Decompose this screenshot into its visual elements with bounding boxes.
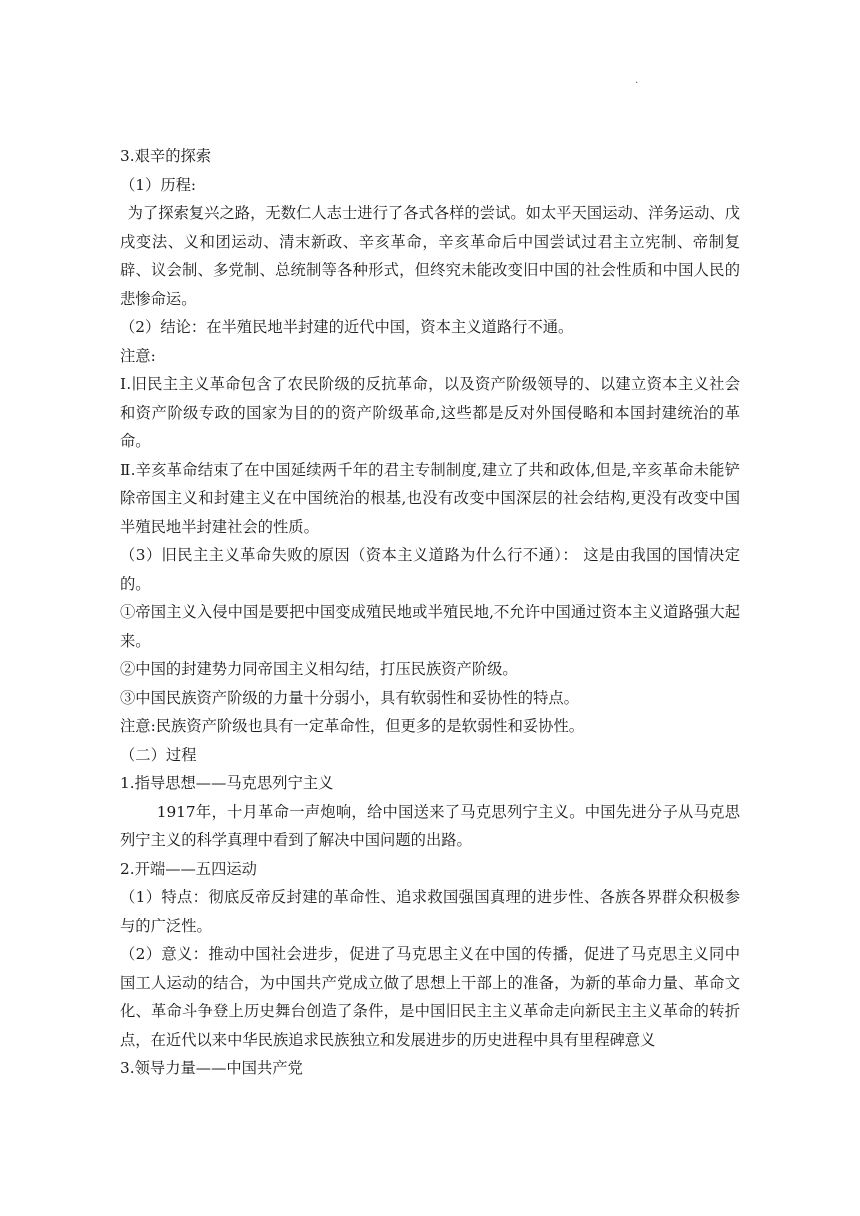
paragraph-failure-reason: （3）旧民主主义革命失败的原因（资本主义道路为什么行不通）： 这是由我国的国情决定的。 xyxy=(120,546,740,593)
note-item-1: Ⅰ.旧民主主义革命包含了农民阶级的反抗革命，以及资产阶级领导的、以建立资本主义社会和资产阶级专政的国家为目的的资产阶级革命,这些都是反对外国侵略和本国封建统治的革命。 xyxy=(120,375,740,450)
paragraph-may-fourth-significance: （2）意义：推动中国社会进步，促进了马克思主义在中国的传播，促进了马克思主义同中国工人运动的结合，为中国共产党成立做了思想上干部上的准备，为新的革命力量、革命文化、革命斗争登上历史舞台创造了条件，是中国旧民主主义革命走向新民主主义革命的转折点，在近代以来中华民族追求民族独立和发展进步的历史进程中具有里程碑意义 xyxy=(120,945,740,1049)
section-heading-hardship-exploration: 3.艰辛的探索 xyxy=(120,147,212,165)
paragraph-history-body: 为了探索复兴之路，无数仁人志士进行了各式各样的尝试。如太平天国运动、洋务运动、戊戌变法、义和团运动、清末新政、辛亥革命，辛亥革命后中国尝试过君主立宪制、帝制复辟、议会制、多党制、总统制等各种形式，但终究未能改变旧中国的社会性质和中国人民的悲惨命运。 xyxy=(120,204,740,308)
subheading-guiding-ideology: 1.指导思想——马克思列宁主义 xyxy=(120,774,334,792)
header-mark: . xyxy=(635,75,639,86)
reason-item-3: ③中国民族资产阶级的力量十分弱小，具有软弱性和妥协性的特点。 xyxy=(120,688,579,707)
note-item-2: Ⅱ.辛亥革命结束了在中国延续两千年的君主专制制度,建立了共和政体,但是,辛亥革命未能铲除帝国主义和封建主义在中国统治的根基,也没有改变中国深层的社会结构,更没有改变中国半殖民地半封建社会的性质。 xyxy=(120,460,740,536)
document-body xyxy=(120,142,740,1083)
subheading-leadership: 3.领导力量——中国共产党 xyxy=(120,1059,303,1077)
note-label: 注意: xyxy=(120,346,156,365)
paragraph-may-fourth-features: （1）特点：彻底反帝反封建的革命性、追求救国强国真理的进步性、各族各界群众积极参与的广泛性。 xyxy=(120,888,740,935)
subheading-may-fourth: 2.开端——五四运动 xyxy=(120,859,257,878)
section-heading-process: （二）过程 xyxy=(120,745,197,764)
reason-item-1: ①帝国主义入侵中国是要把中国变成殖民地或半殖民地,不允许中国通过资本主义道路强大起来。 xyxy=(120,603,740,650)
paragraph-october-revolution: 1917年，十月革命一声炮响，给中国送来了马克思列宁主义。中国先进分子从马克思列宁主义的科学真理中看到了解决中国问题的出路。 xyxy=(120,802,740,849)
note-bourgeoisie: 注意:民族资产阶级也具有一定革命性，但更多的是软弱性和妥协性。 xyxy=(120,717,585,735)
reason-item-2: ②中国的封建势力同帝国主义相勾结，打压民族资产阶级。 xyxy=(120,660,518,678)
subheading-history: （1）历程: xyxy=(120,175,197,194)
paragraph-conclusion: （2）结论：在半殖民地半封建的近代中国，资本主义道路行不通。 xyxy=(120,318,574,336)
